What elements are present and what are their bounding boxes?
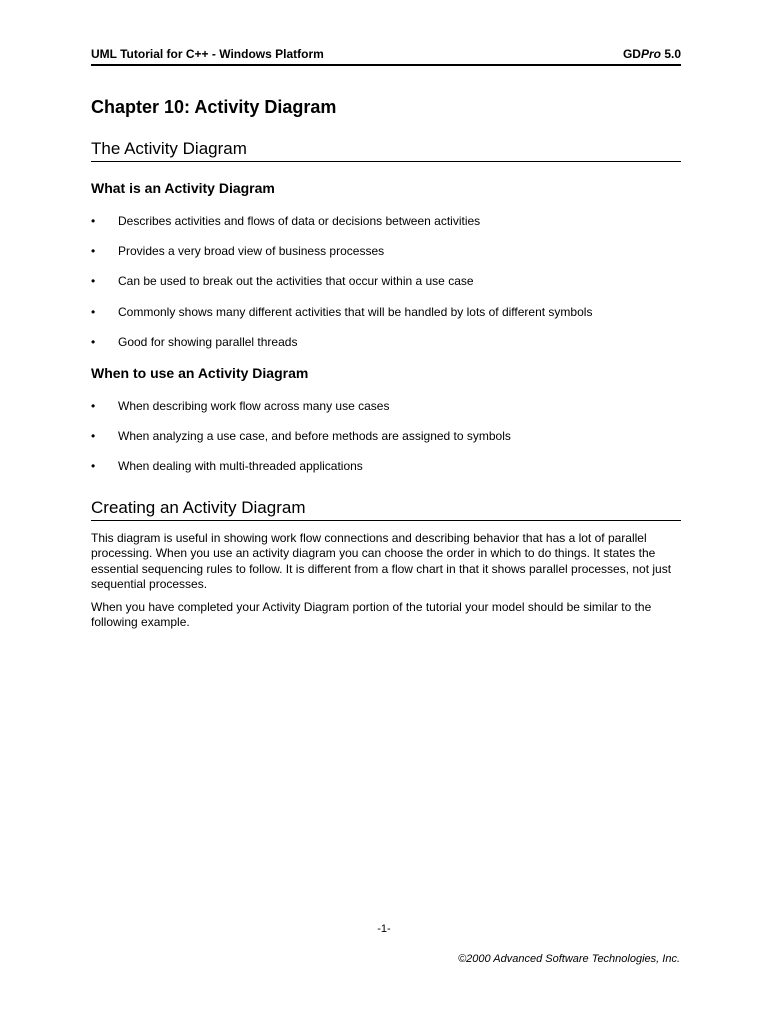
list-item [91, 399, 681, 415]
list-item-text: When analyzing a use case, and before methods are assigned to symbols [118, 429, 511, 443]
header-product-prefix: GD [622, 47, 641, 61]
list-item-text: Describes activities and flows of data or decisions between activities [118, 214, 481, 228]
body-paragraph: When you have completed your Activity Diagram portion of the tutorial your model should be similar to the following example. [91, 600, 652, 630]
list-item-text: Can be used to break out the activities that occur within a use case [118, 274, 474, 288]
bullet-icon: • [91, 305, 96, 319]
bullet-icon: • [91, 214, 96, 228]
header-product-italic: Pro [640, 47, 661, 61]
list-item-text: When describing work flow across many use cases [118, 399, 390, 413]
bullet-icon: • [91, 335, 96, 349]
page-number: -1- [377, 923, 391, 935]
header-title: UML Tutorial for C++ - Windows Platform [91, 47, 324, 61]
list-item-text: When dealing with multi-threaded applications [118, 459, 363, 473]
subheading-what-is: What is an Activity Diagram [91, 180, 275, 196]
list-item [91, 244, 681, 260]
list-item [91, 274, 681, 290]
header-product-version: 5.0 [660, 47, 681, 61]
list-item [91, 429, 681, 445]
section-title-activity-diagram: The Activity Diagram [91, 139, 247, 158]
section-divider [91, 520, 681, 521]
bullet-icon: • [91, 399, 96, 413]
list-item-text: Commonly shows many different activities that will be handled by lots of different symbols [118, 305, 593, 319]
list-item [91, 305, 681, 321]
bullet-icon: • [91, 459, 96, 473]
header-product [623, 47, 681, 61]
list-item [91, 335, 681, 351]
section-title-creating: Creating an Activity Diagram [91, 498, 306, 517]
header-divider [91, 64, 681, 66]
copyright-footer: ©2000 Advanced Software Technologies, Inc. [458, 953, 680, 965]
chapter-title: Chapter 10: Activity Diagram [91, 97, 337, 117]
subheading-when-to-use: When to use an Activity Diagram [91, 365, 309, 381]
bullet-icon: • [91, 274, 96, 288]
running-header [91, 47, 681, 63]
bullet-icon: • [91, 244, 96, 258]
list-item-text: Provides a very broad view of business processes [118, 244, 385, 258]
list-item-text: Good for showing parallel threads [118, 335, 298, 349]
list-item [91, 214, 681, 230]
bullet-icon: • [91, 429, 96, 443]
list-item [91, 459, 681, 475]
section-divider [91, 161, 681, 162]
body-paragraph: This diagram is useful in showing work flow connections and describing behavior that has a lot of parallel processing. When you use an activity diagram you can choose the order in which to do things. It states the essential sequencing rules to follow. It is different from a flow chart in that it shows parallel processes, not just sequential processes. [91, 531, 672, 591]
